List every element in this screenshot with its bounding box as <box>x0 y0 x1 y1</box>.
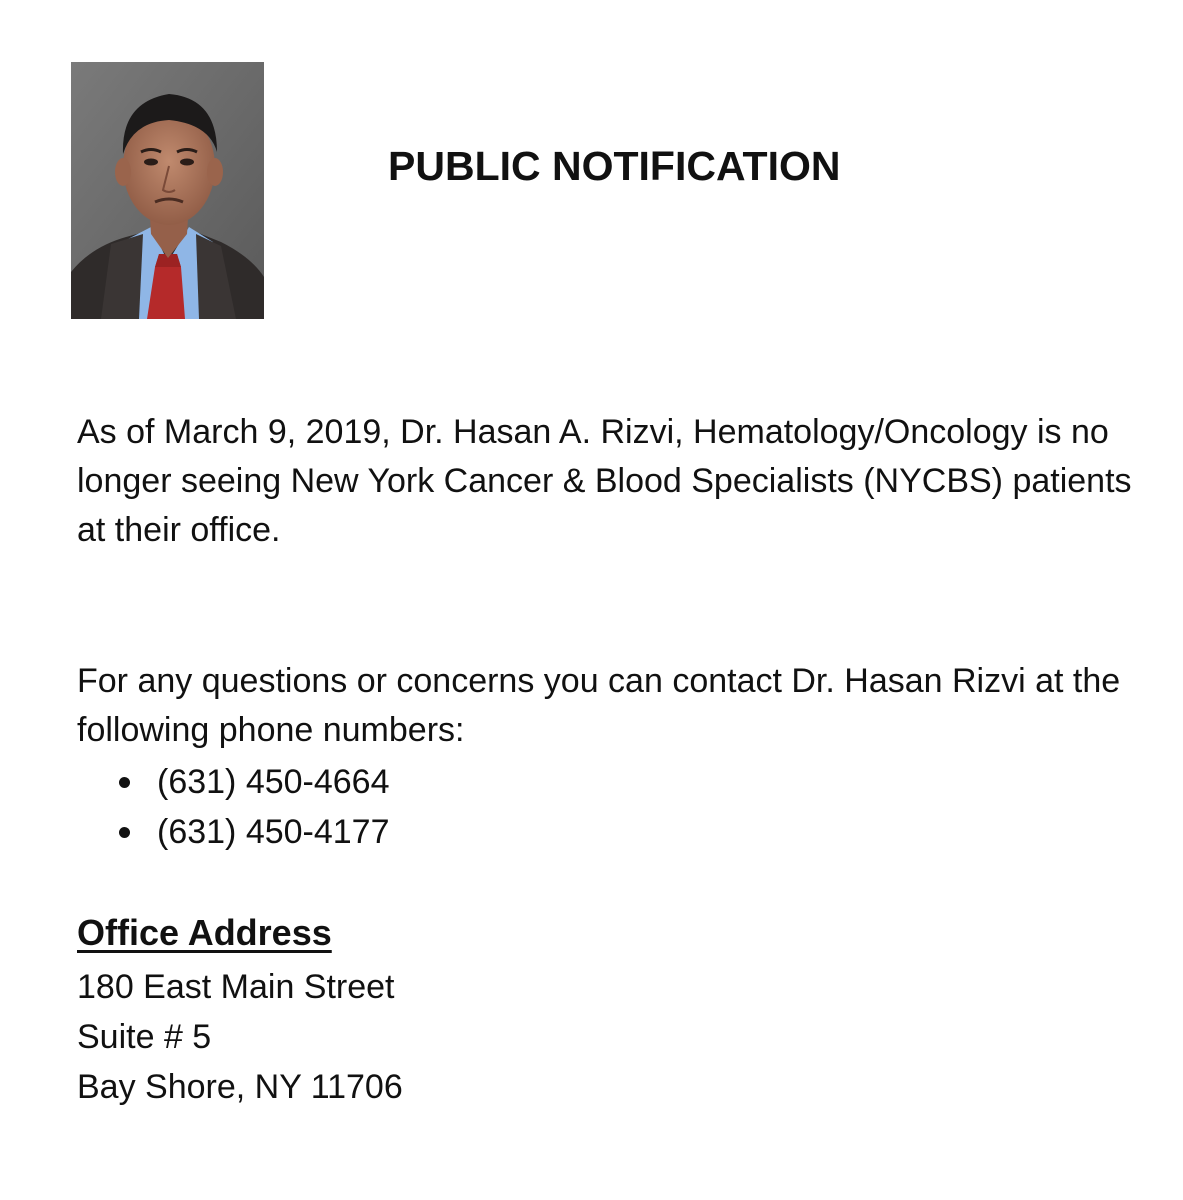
contact-paragraph: For any questions or concerns you can contact Dr. Hasan Rizvi at the following phone numbers: <box>77 662 1121 749</box>
list-item <box>115 807 390 857</box>
doctor-photo <box>71 62 264 319</box>
notice-paragraph: As of March 9, 2019, Dr. Hasan A. Rizvi, Hematology/Oncology is no longer seeing New York Cancer & Blood Specialists (NYCBS) patients at their office. <box>77 413 1132 549</box>
bullet-icon <box>119 777 130 788</box>
office-address <box>77 962 403 1112</box>
address-line-suite: Suite # 5 <box>77 1018 212 1056</box>
office-address-heading: Office Address <box>77 912 332 953</box>
phone-number: (631) 450-4664 <box>157 763 390 801</box>
phone-list <box>115 757 390 857</box>
phone-number: (631) 450-4177 <box>157 813 390 851</box>
list-item <box>115 757 390 807</box>
address-line-city: Bay Shore, NY 11706 <box>77 1068 403 1106</box>
page-title: PUBLIC NOTIFICATION <box>388 143 841 189</box>
portrait-image <box>71 62 264 319</box>
address-line-street: 180 East Main Street <box>77 968 395 1006</box>
bullet-icon <box>119 827 130 838</box>
